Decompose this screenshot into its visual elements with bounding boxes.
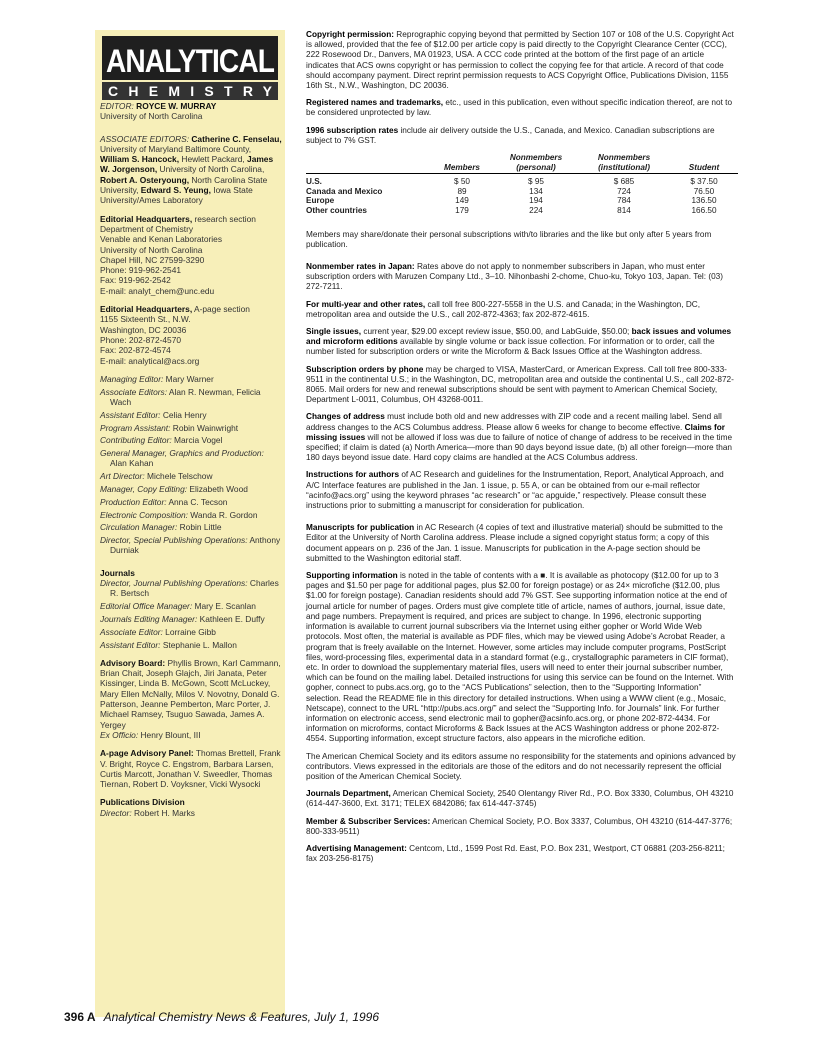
role-label: Associate Editors:	[100, 386, 168, 397]
instructions-paragraph	[306, 470, 738, 511]
main-text	[306, 30, 738, 871]
person-name: Alan Kahan	[110, 458, 154, 469]
role-label: Associate Editor:	[100, 626, 163, 637]
paragraph-heading: Registered names and trademarks,	[306, 98, 444, 108]
paragraph-heading: Changes of address	[306, 412, 385, 422]
section-heading: Publications Division	[100, 797, 185, 808]
person-name: Michele Telschow	[144, 471, 213, 482]
advertising-paragraph	[306, 844, 738, 864]
price-cell: 89	[457, 186, 467, 196]
person-name: Catherine C. Fenselau,	[191, 133, 282, 144]
role-label: Contributing Editor:	[100, 435, 172, 446]
price-cell: 724	[617, 186, 631, 196]
affiliation: University of Maryland Baltimore County,	[100, 143, 252, 154]
region-cell: Other countries	[306, 206, 367, 215]
section-heading: Editorial Headquarters,	[100, 213, 193, 224]
person-name: Lorraine Gibb	[162, 626, 216, 637]
page-number: 396 A	[64, 1010, 96, 1024]
paragraph-heading: Single issues,	[306, 327, 362, 337]
staff-entry	[100, 510, 282, 520]
person-name: Mary Warner	[163, 373, 214, 384]
staff-entry	[100, 374, 282, 384]
person-name: Henry Blount, III	[138, 729, 201, 740]
paragraph-heading: Claims for missing issues	[306, 422, 725, 442]
phone-line: Phone: 202-872-4570	[100, 334, 182, 345]
email-line: E-mail: analyt_chem@unc.edu	[100, 285, 215, 296]
section-subheading: A-page section	[192, 304, 250, 315]
share-paragraph: Members may share/donate their personal subscriptions with/to libraries and the like but only after 5 years from publication.	[306, 229, 712, 249]
member-services-paragraph	[306, 817, 738, 837]
role-label: Program Assistant:	[100, 422, 171, 433]
paragraph-body: will not be allowed if loss was due to failure of notice of change of address to be received in the time specified; if claim is dated (a) North America—more than 90 days beyond issue date, (b) all other foreign—more than 180 days beyond issue date. Hard copy claims are handled at the ACS Columbus address.	[306, 432, 733, 463]
address-changes-paragraph	[306, 412, 738, 463]
staff-entry	[100, 535, 282, 556]
role-label: EDITOR:	[100, 101, 134, 111]
address-line: Washington, DC 20036	[100, 324, 187, 335]
staff-entry	[100, 484, 282, 494]
address-line: Chapel Hill, NC 27599-3290	[100, 254, 205, 265]
section-heading: A-page Advisory Panel:	[100, 748, 194, 759]
paragraph-body: must include both old and new addresses with ZIP code and a recent mailing label. Send all address changes to the ACS Columbus address. Please allow 6 weeks for change to become effective.	[306, 412, 722, 432]
role-label: Art Director:	[100, 471, 145, 482]
address-line: 1155 Sixteenth St., N.W.	[100, 314, 191, 325]
person-name: Elizabeth Wood	[187, 484, 248, 494]
person-name: Marcia Vogel	[171, 435, 223, 446]
price-cell: 76.50	[693, 186, 715, 196]
affiliation: North Carolina State University,	[100, 174, 268, 196]
masthead	[100, 101, 282, 826]
paragraph-heading: Nonmember rates in Japan:	[306, 262, 415, 271]
person-name: Mary E. Scanlan	[192, 601, 256, 612]
paragraph-heading: back issues and volumes and microform editions	[306, 327, 732, 347]
column-header: Nonmembers (institutional)	[578, 153, 670, 174]
person-name: Robin Little	[177, 522, 222, 533]
price-cell: 166.50	[691, 206, 717, 215]
member-list: Phyllis Brown, Karl Cammann, Brian Chait, Joseph Glajch, Jiri Janata, Peter Kissinger, Linda B. McGown, Scott McLuckey, Mary Ellen McNally, Milos V. Novotny, Donald G. Patterson, Jeanne Pemberton, Marc Porter, J. Michael Ramsey, Tsuguo Sawada, James A. Yergey	[100, 657, 281, 730]
masthead-hq-research	[100, 214, 282, 296]
paragraph-heading: Subscription orders by phone	[306, 364, 424, 374]
region-cell: Canada and Mexico	[306, 186, 383, 196]
paragraph-body: Rates above do not apply to nonmember subscribers in Japan, who must enter subscription orders with Maruzen Company Ltd., 3–10. Nihonbashi 2-chome, Chuo-ku, Tokyo 103, Japan. Tel: (03) 272-7211.	[306, 262, 724, 292]
price-cell: $ 50	[454, 177, 470, 187]
paragraph-body: available by single volume or back issue collection. For information or to order, call the number listed for subscription orders or write the Microform & Back Issues Office at the Washington address.	[306, 337, 715, 357]
staff-entry	[100, 522, 282, 532]
person-name: Charles R. Bertsch	[110, 578, 279, 599]
email-line: E-mail: analytical@acs.org	[100, 355, 200, 366]
phone-line: Phone: 919-962-2541	[100, 265, 182, 276]
editor-name: ROYCE W. MURRAY	[136, 101, 217, 111]
price-cell: $ 685	[613, 177, 635, 187]
subscription-rates-table	[306, 153, 738, 216]
column-header	[306, 153, 430, 174]
table-row	[306, 177, 738, 187]
journals-department-paragraph	[306, 789, 738, 809]
paragraph-body: include air delivery outside the U.S., Canada, and Mexico. Canadian subscriptions are subject to 7% GST.	[306, 125, 715, 145]
masthead-journals	[100, 568, 282, 650]
address-line: Department of Chemistry	[100, 223, 194, 234]
region-cell: U.S.	[306, 177, 322, 187]
column-header: Nonmembers (personal)	[494, 153, 578, 174]
person-name: Kathleen E. Duffy	[197, 613, 265, 624]
staff-entry	[100, 435, 282, 445]
masthead-publications-division	[100, 797, 282, 818]
person-name: Anthony Durniak	[110, 535, 281, 556]
role-label: Ex Officio:	[100, 729, 139, 740]
table-row	[306, 187, 738, 197]
paragraph-heading: Journals Department,	[306, 789, 391, 799]
table-row	[306, 196, 738, 206]
role-label: General Manager, Graphics and Production:	[100, 448, 264, 459]
fax-line: Fax: 202-872-4574	[100, 345, 171, 356]
role-label: Assistant Editor:	[100, 639, 161, 650]
person-name: Edward S. Yeung,	[140, 185, 211, 196]
single-issues-paragraph	[306, 327, 738, 358]
price-cell: 136.50	[691, 196, 717, 206]
price-cell: 194	[529, 196, 543, 206]
price-cell: 149	[455, 196, 469, 206]
person-name: James W. Jorgenson,	[100, 154, 274, 175]
masthead-apage-panel	[100, 748, 282, 789]
supporting-info-paragraph	[306, 571, 738, 744]
price-cell: $ 37.50	[690, 177, 718, 187]
paragraph-body: may be charged to VISA, MasterCard, or American Express. Call toll free 800-333-9511 in the continental U.S.; in the Washington, DC, metropolitan area and outside the continental U.S., call 202-872-8065. Mail orders for new and renewal subscriptions should be sent with payment to American Chemical Society, Department L-0011, Columbus, OH 43268-0011.	[306, 364, 734, 405]
trademarks-paragraph	[306, 98, 738, 118]
role-label: Circulation Manager:	[100, 522, 178, 533]
paragraph-body: Reprographic copying beyond that permitted by Section 107 or 108 of the U.S. Copyright Act is allowed, provided that the fee of $12.00 per article copy is paid directly to the Copyright Clearance Center (CCC), 222 Rosewood Dr., Danvers, MA 01923, USA. A CCC code printed at the bottom of the first page of an article indicates that ACS owns copyright or has permission to collect the copying fee for that article. A record of that code should accompany payment. Direct reprint permission requests to ACS Copyright Office, Publications Division, 1155 16th St., N.W., Washington, DC 20036.	[306, 30, 734, 91]
disclaimer-paragraph: The American Chemical Society and its editors assume no responsibility for the statements and opinions advanced by contributors. Views expressed in the editorials are those of the editors and do not necessarily represent the official position of the American Chemical Society.	[306, 751, 736, 781]
person-name: Wanda R. Gordon	[187, 509, 258, 520]
paragraph-heading: Advertising Management:	[306, 843, 407, 853]
person-name: Celia Henry	[160, 409, 207, 420]
subscription-rates-paragraph	[306, 126, 738, 146]
affiliation: Hewlett Packard,	[179, 154, 248, 165]
section-heading: Editorial Headquarters,	[100, 304, 193, 315]
role-label: Director:	[100, 807, 132, 818]
paragraph-body: American Chemical Society, 2540 Olentangy River Rd., P.O. Box 3330, Columbus, OH 43210 (614-447-3600, Ext. 3171; TELEX 6842086; fax 614-447-3745)	[306, 789, 734, 809]
staff-entry	[100, 497, 282, 507]
paragraph-body: etc., used in this publication, even without specific indication thereof, are not to be considered unprotected by law.	[306, 98, 733, 118]
person-name: Robert A. Osteryoung,	[100, 174, 190, 185]
paragraph-heading: Manuscripts for publication	[306, 523, 415, 533]
paragraph-heading: Instructions for authors	[306, 470, 400, 480]
masthead-advisory-board	[100, 658, 282, 740]
page-footer	[64, 1010, 379, 1024]
staff-entry	[100, 423, 282, 433]
person-name: William S. Hancock,	[100, 154, 180, 165]
paragraph-heading: Member & Subscriber Services:	[306, 816, 431, 826]
affiliation: University of North Carolina,	[157, 164, 265, 175]
staff-entry	[100, 448, 282, 469]
role-label: ASSOCIATE EDITORS:	[100, 133, 190, 144]
multiyear-paragraph	[306, 300, 738, 320]
price-cell: 134	[529, 186, 543, 196]
paragraph-body: is noted in the table of contents with a ■. It is available as photocopy ($12.00 for up to 3 pages and $1.50 per page for additional pages, plus $2.00 for foreign postage) or as 24× microfiche ($12.00, plus $1.00 for foreign postage). Canadian residents should add 7% GST. See supporting information notice at the end of journal article for number of pages. Orders must give complete title of article, names of authors, journal, issue date, and page numbers. Prepayment is required, and prices are subject to change. In 1996, electronic supporting information is available to current journal subscribers via the Internet using either gopher or World Wide Web protocols. Most often, the material is available as PDF files, which may be viewed using Adobe’s Acrobat Reader, a program that is freely available on the Internet. However, some articles may include computer programs, PostScript files, word-processing files, experimental data in a standard format (e.g., crystallographic parameters in CIF format), etc. In order to download the supplementary material files, users will need to enter their journal subscriber number, which can be found on the mailing label. Detailed instructions for using this service can be found on the Internet. With gopher, connect to pubs.acs.org, go to the “ACS Publications” selection, then to the “Supporting Information” selection. Read the README file in this directory for detailed instructions. When using a WWW client (e.g., Mosaic, Netscape), connect to the URL “http://pubs.acs.org/” and select the “Supporting Info. for Journals” link. For further information on electronic access, send electronic mail to gopher@acsinfo.acs.org, or phone 202-872-4434. For information on microforms, contact Microforms & Back Issues at the ACS Washington address or phone 202-872-4554. Supporting information, except structure factors, also appears in the microfiche edition.	[306, 571, 734, 744]
staff-entry	[100, 471, 282, 481]
column-header: Student	[670, 153, 738, 174]
logo-word-analytical: ANALYTICAL	[106, 43, 275, 79]
paragraph-body: call toll free 800-227-5558 in the U.S. and Canada; in the Washington, DC, metropolitan area and outside the U.S., call 202-872-4363; fax 202-872-4615.	[306, 299, 701, 319]
member-list: Thomas Brettell, Frank V. Bright, Royce C. Engstrom, Barbara Larsen, Curtis Marcott, Jonathan V. Sweedler, Thomas Tiernan, Robert D. Voyksner, Vicki Wysocki	[100, 748, 281, 790]
fax-line: Fax: 919-962-2542	[100, 275, 171, 286]
role-label: Director, Journal Publishing Operations:	[100, 578, 248, 589]
phone-orders-paragraph	[306, 365, 738, 406]
price-cell: 784	[617, 196, 631, 206]
section-heading: Journals	[100, 567, 135, 578]
affiliation: Iowa State University/Ames Laboratory	[100, 185, 253, 206]
paragraph-body: in AC Research (4 copies of text and illustrative material) should be submitted to the Editor at the University of North Carolina address. Please include a signed copyright status form; a copy of this document appears on p. 236 of the Jan. 1 issue. Manuscripts for publication in the A-page section should be submitted to the Washington editorial staff.	[306, 523, 723, 563]
staff-entry	[100, 387, 282, 408]
manuscripts-paragraph	[306, 523, 738, 564]
paragraph-body: American Chemical Society, P.O. Box 3337, Columbus, OH 43210 (614-447-3776; 800-333-9511)	[306, 816, 733, 836]
person-name: Robert H. Marks	[131, 807, 195, 818]
role-label: Manager, Copy Editing:	[100, 484, 188, 494]
person-name: Alan R. Newman, Felicia Wach	[110, 386, 261, 407]
person-name: Robin Wainwright	[170, 422, 239, 433]
analytical-chemistry-logo	[102, 36, 278, 100]
role-label: Journals Editing Manager:	[100, 613, 198, 624]
price-cell: $ 95	[528, 177, 544, 187]
paragraph-body: Centcom, Ltd., 1599 Post Rd. East, P.O. Box 231, Westport, CT 06881 (203-256-8211; fax 203-256-8175)	[306, 843, 725, 864]
editor-affiliation: University of North Carolina	[100, 111, 203, 122]
section-subheading: research section	[192, 213, 256, 224]
paragraph-body: current year, $29.00 except review issue, $50.00, and LabGuide, $50.00;	[361, 327, 632, 337]
price-cell: 224	[529, 206, 543, 215]
paragraph-heading: Supporting information	[306, 571, 398, 581]
price-cell: 179	[455, 206, 469, 215]
journal-issue: Analytical Chemistry News & Features, July 1, 1996	[103, 1010, 380, 1024]
person-name: Anna C. Tecson	[166, 496, 228, 507]
role-label: Electronic Composition:	[100, 509, 188, 520]
address-line: Venable and Kenan Laboratories	[100, 234, 223, 245]
region-cell: Europe	[306, 196, 335, 206]
price-cell: 814	[617, 206, 631, 215]
role-label: Editorial Office Manager:	[100, 601, 193, 612]
role-label: Assistant Editor:	[100, 409, 161, 420]
copyright-paragraph	[306, 30, 738, 91]
role-label: Managing Editor:	[100, 373, 164, 384]
japan-paragraph	[306, 262, 738, 293]
masthead-associate-editors	[100, 134, 282, 206]
masthead-hq-apage	[100, 304, 282, 366]
table-header-row	[306, 153, 738, 174]
paragraph-body: of AC Research and guidelines for the Instrumentation, Report, Analytical Approach, and A/C Interface features are published in the Jan. 1 issue, p. 55 A, or can be obtained from our e-mail reflector “acinfo@acs.org” using the keyword phrases “ac research” or “ac apguide,” respectively. Please consult these instructions prior to submitting a manuscript for consideration for publication.	[306, 470, 724, 511]
person-name: Stephanie L. Mallon	[160, 639, 237, 650]
column-header: Members	[430, 153, 494, 174]
role-label: Production Editor:	[100, 496, 167, 507]
address-line: University of North Carolina	[100, 244, 203, 255]
paragraph-heading: For multi-year and other rates,	[306, 299, 426, 309]
staff-entry	[100, 410, 282, 420]
section-heading: Advisory Board:	[100, 657, 166, 668]
masthead-editor	[100, 101, 282, 122]
role-label: Director, Special Publishing Operations:	[100, 535, 248, 546]
paragraph-heading: 1996 subscription rates	[306, 125, 399, 135]
table-row	[306, 206, 738, 216]
logo-word-chemistry: CHEMISTRY	[108, 83, 272, 99]
paragraph-heading: Copyright permission:	[306, 30, 395, 39]
